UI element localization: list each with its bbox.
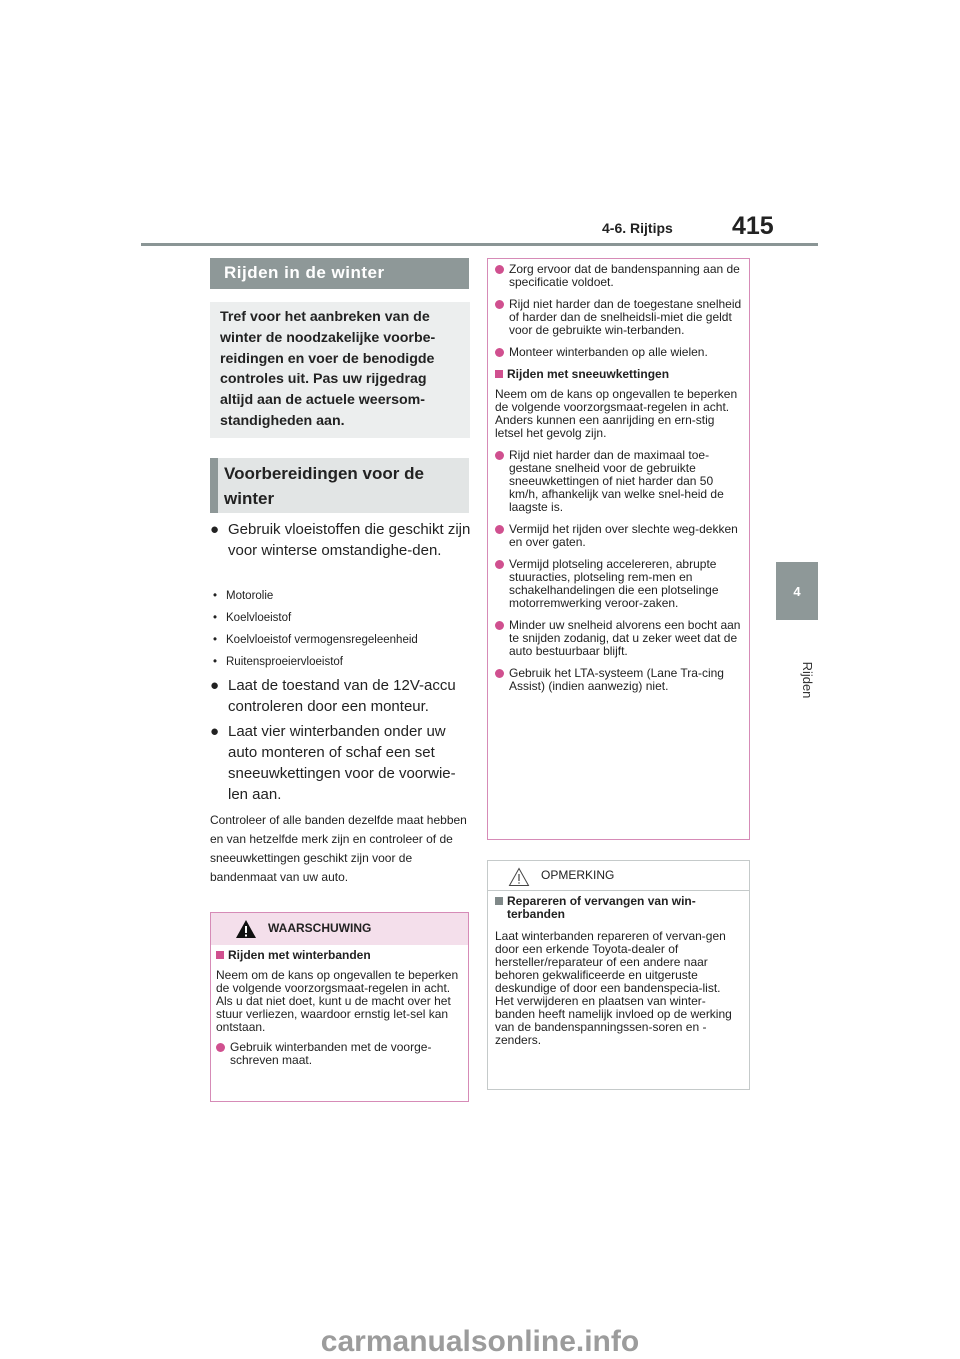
list-item: • Koelvloeistof vermogensregeleenheid: [213, 634, 418, 646]
circle-bullet-icon: [495, 300, 504, 309]
chapter-label: Rijden: [800, 661, 815, 699]
list-item: ● Laat vier winterbanden onder uw auto monteren of schaf een set sneeuwkettingen voor de voorwie-len aan.: [210, 723, 456, 803]
list-item: Gebruik winterbanden met de voorge-schreven maat.: [216, 1041, 464, 1067]
notice-text: Laat winterbanden repareren of vervan-gen door een erkende Toyota-dealer of hersteller/reparateur of een andere naar behoren gekwalificeerde en uitgeruste deskundige of door een bandenspecia-list. Het verwijderen en plaatsen van winter-banden heeft namelijk invloed op de werking van de bandenspanningssen-soren en -zenders.: [495, 929, 732, 1047]
circle-bullet-icon: [495, 560, 504, 569]
warning-box: [210, 912, 469, 1102]
circle-bullet-icon: [495, 525, 504, 534]
caution-icon: [508, 867, 530, 887]
circle-bullet-icon: [495, 669, 504, 678]
header-divider: [141, 243, 818, 246]
list-item: Zorg ervoor dat de bandenspanning aan de specificatie voldoet.: [495, 263, 743, 289]
section-title: Rijden in de winter: [210, 258, 469, 289]
notice-box: [487, 860, 750, 1090]
section-label: 4-6. Rijtips: [602, 220, 673, 236]
bullet-icon: ●: [210, 521, 220, 538]
list-item: Vermijd plotseling accelereren, abrupte stuuracties, plotseling rem-men en schakelhandelingen die een plotselinge motorremwerking veroor-zaken.: [495, 558, 743, 610]
bullet-icon: •: [213, 590, 218, 602]
bullet-icon: ●: [210, 723, 220, 740]
list-item: Monteer winterbanden op alle wielen.: [495, 346, 743, 359]
list-item: ● Laat de toestand van de 12V-accu controleren door een monteur.: [210, 677, 456, 715]
list-item: • Koelvloeistof: [213, 612, 292, 624]
warning-heading: Rijden met winterbanden: [216, 949, 464, 962]
chapter-number: 4: [793, 583, 801, 599]
list-item: • Motorolie: [213, 590, 274, 602]
circle-bullet-icon: [216, 1043, 225, 1052]
chapter-tab: [776, 562, 818, 620]
list-item: Gebruik het LTA-systeem (Lane Tra-cing Assist) (indien aanwezig) niet.: [495, 667, 743, 693]
bullet-icon: ●: [210, 677, 220, 694]
square-bullet-icon: [495, 370, 503, 378]
watermark: carmanualsonline.info: [320, 1325, 640, 1358]
list-item: • Ruitensproeiervloeistof: [213, 656, 343, 668]
bullet-icon: •: [213, 656, 218, 668]
notice-header: [488, 861, 749, 891]
warning-text: Neem om de kans op ongevallen te beperken de volgende voorzorgsmaat-regelen in acht. Als u dat niet doet, kunt u de macht over het stuur verliezen, waardoor ernstig let-sel kan ontstaan.: [216, 968, 459, 1034]
warning-header: [211, 913, 468, 945]
list-item: ● Gebruik vloeistoffen die geschikt zijn voor winterse omstandighe-den.: [210, 521, 471, 559]
intro-box: Tref voor het aanbreken van de winter de noodzakelijke voorbe-reidingen en voer de benodigde controles uit. Pas uw rijgedrag altijd aan de actuele weersom-standigheden aan.: [210, 302, 470, 438]
sub-bullet-list: [213, 589, 468, 677]
list-item: Minder uw snelheid alvorens een bocht aan te snijden zodanig, dat u zeker weet dat de auto bestuurbaar blijft.: [495, 619, 743, 658]
warning-heading: Rijden met sneeuwkettingen: [495, 368, 743, 381]
square-bullet-icon: [216, 951, 224, 959]
warning-title: WAARSCHUWING: [268, 921, 372, 935]
circle-bullet-icon: [495, 265, 504, 274]
bullet-icon: •: [213, 634, 218, 646]
circle-bullet-icon: [495, 348, 504, 357]
notice-title: OPMERKING: [541, 868, 615, 882]
circle-bullet-icon: [495, 451, 504, 460]
list-item: Rijd niet harder dan de toegestane snelheid of harder dan de snelheidsli-miet die geldt voor de gebruikte win-terbanden.: [495, 298, 743, 337]
body-paragraph: Controleer of alle banden dezelfde maat hebben en van hetzelfde merk zijn en controleer of de sneeuwkettingen geschikt zijn voor de bandenmaat van uw auto.: [210, 813, 467, 884]
square-bullet-icon: [495, 897, 503, 905]
list-item: Rijd niet harder dan de maximaal toe-gestane snelheid voor de gebruikte sneeuwkettingen of niet harder dan 50 km/h, afhankelijk van welke snel-heid de laagste is.: [495, 449, 743, 514]
list-item: Vermijd het rijden over slechte weg-dekken en over gaten.: [495, 523, 743, 549]
bullet-icon: •: [213, 612, 218, 624]
circle-bullet-icon: [495, 621, 504, 630]
page-number: 415: [732, 212, 774, 240]
subsection-title: Voorbereidingen voor de winter: [210, 458, 469, 513]
warning-text: Neem om de kans op ongevallen te beperken de volgende voorzorgsmaat-regelen in acht. Anders kunnen een aanrijding en ern-stig letsel het gevolg zijn.: [495, 387, 738, 440]
notice-heading: Repareren of vervangen van win-terbanden: [495, 895, 743, 921]
warning-icon: [235, 919, 257, 939]
warning-box-continued: [487, 258, 750, 840]
